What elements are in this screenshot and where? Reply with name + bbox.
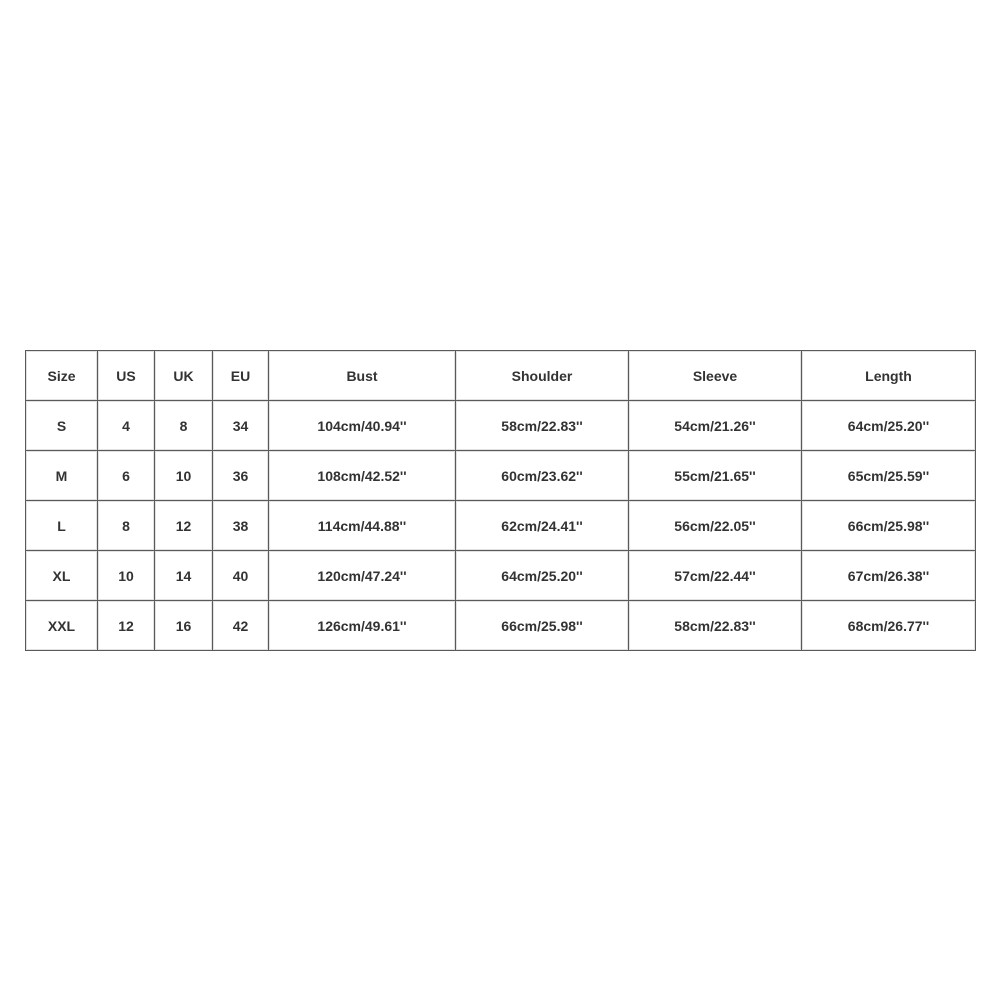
table-cell: 57cm/22.44'' [629,551,802,601]
table-cell: XXL [26,601,98,651]
table-cell: 114cm/44.88'' [269,501,456,551]
table-cell: 66cm/25.98'' [456,601,629,651]
table-row [26,601,976,651]
table-cell: 55cm/21.65'' [629,451,802,501]
table-cell: 14 [155,551,213,601]
table-cell: S [26,401,98,451]
table-cell: 40 [213,551,269,601]
table-cell: 66cm/25.98'' [802,501,976,551]
table-cell: L [26,501,98,551]
column-header: Shoulder [456,351,629,401]
table-cell: 62cm/24.41'' [456,501,629,551]
table-cell: 38 [213,501,269,551]
table-row [26,551,976,601]
table-row [26,501,976,551]
table-cell: 8 [98,501,155,551]
table-cell: 4 [98,401,155,451]
table-cell: 67cm/26.38'' [802,551,976,601]
table-cell: 6 [98,451,155,501]
table-cell: 8 [155,401,213,451]
table-cell: 16 [155,601,213,651]
column-header: Length [802,351,976,401]
table-cell: 12 [155,501,213,551]
table-cell: 64cm/25.20'' [802,401,976,451]
table-row [26,401,976,451]
table-header [26,351,976,401]
table-cell: 42 [213,601,269,651]
size-chart-table [25,350,976,651]
column-header: EU [213,351,269,401]
table-cell: 126cm/49.61'' [269,601,456,651]
table-body [26,401,976,651]
table-cell: 36 [213,451,269,501]
table-cell: 54cm/21.26'' [629,401,802,451]
table-cell: M [26,451,98,501]
table-cell: 12 [98,601,155,651]
table-cell: 108cm/42.52'' [269,451,456,501]
table-cell: 58cm/22.83'' [456,401,629,451]
table-cell: 10 [98,551,155,601]
table-cell: 65cm/25.59'' [802,451,976,501]
column-header: Bust [269,351,456,401]
table-cell: 120cm/47.24'' [269,551,456,601]
table-cell: 34 [213,401,269,451]
column-header: UK [155,351,213,401]
header-row [26,351,976,401]
column-header: US [98,351,155,401]
table-cell: 56cm/22.05'' [629,501,802,551]
column-header: Size [26,351,98,401]
table-cell: 58cm/22.83'' [629,601,802,651]
table-row [26,451,976,501]
column-header: Sleeve [629,351,802,401]
table-cell: 104cm/40.94'' [269,401,456,451]
table-cell: 68cm/26.77'' [802,601,976,651]
table-cell: XL [26,551,98,601]
table-cell: 64cm/25.20'' [456,551,629,601]
table-cell: 10 [155,451,213,501]
table-cell: 60cm/23.62'' [456,451,629,501]
